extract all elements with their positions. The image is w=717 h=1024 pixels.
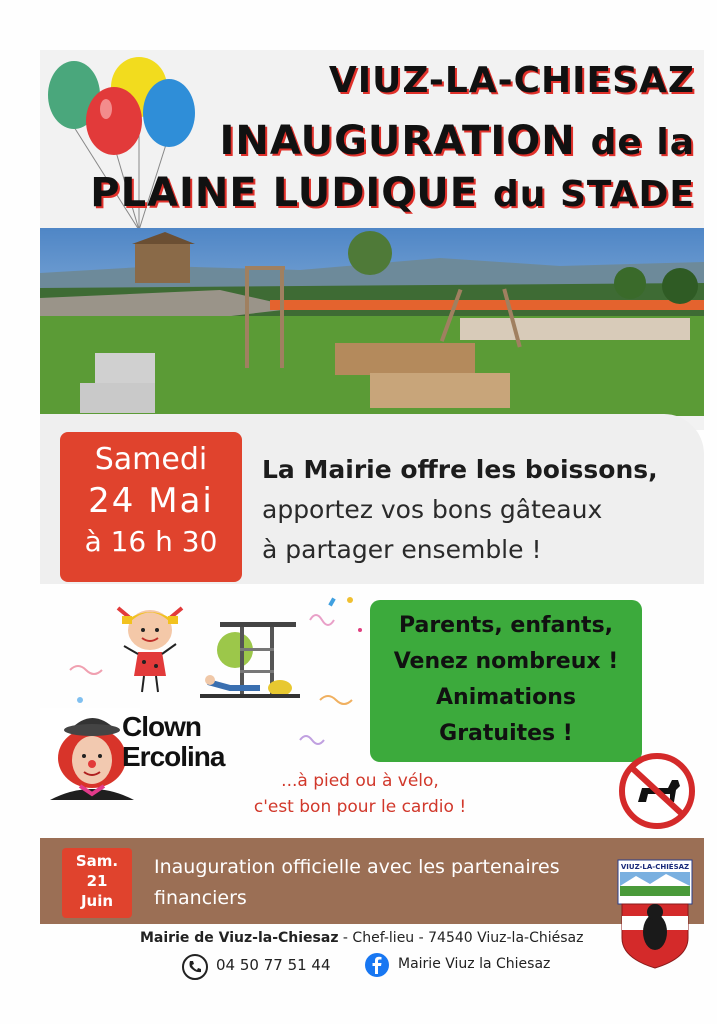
crest-label: VIUZ-LA-CHIÉSAZ [620, 863, 690, 871]
plaine-small: du STADE [493, 174, 695, 215]
cardio-text [210, 768, 510, 820]
town-crest-logo [616, 858, 694, 970]
cardio-line-1: ...à pied ou à vélo, [281, 771, 439, 791]
footer-mairie: Mairie de Viuz-la-Chiesaz [140, 930, 339, 946]
invite-line-1: Parents, enfants, [398, 613, 614, 638]
inauguration-title [220, 118, 695, 164]
cardio-line-2: c'est bon pour le cardio ! [253, 797, 467, 817]
phone-icon [181, 953, 209, 981]
offer-text [262, 450, 702, 570]
clown-line-2: Ercolina [122, 741, 225, 772]
plaine-title [90, 170, 695, 216]
invite-line-4: Gratuites ! [439, 721, 573, 746]
footer-address-rest: - Chef-lieu - 74540 Viuz-la-Chiésaz [338, 930, 584, 946]
inauguration-main: INAUGURATION [219, 118, 576, 164]
event-day: Samedi [94, 442, 208, 477]
official-day: Sam. [75, 852, 119, 870]
offer-line-3: à partager ensemble ! [262, 535, 542, 564]
offer-line-2: apportez vos bons gâteaux [262, 495, 603, 524]
invite-line-2: Venez nombreux ! [393, 649, 619, 674]
event-date: 24 Mai [88, 481, 214, 521]
official-date: 21 [86, 872, 108, 890]
facebook-icon [364, 952, 390, 978]
footer-address [140, 930, 620, 946]
event-date-box [60, 432, 242, 582]
invitation-box [370, 600, 642, 762]
fitness-equipment-icon [200, 610, 310, 705]
town-title: VIUZ-LA-CHIESAZ [328, 60, 695, 101]
playground-photo [40, 228, 704, 416]
clown-line-1: Clown [122, 711, 201, 742]
official-month: Juin [80, 892, 114, 910]
plaine-main: PLAINE LUDIQUE [90, 170, 479, 216]
inauguration-small: de la [590, 122, 695, 163]
girl-illustration-icon [100, 596, 200, 696]
offer-headline: La Mairie offre les boissons, [262, 455, 658, 484]
phone-number[interactable]: 04 50 77 51 44 [216, 956, 331, 974]
official-text: Inauguration officielle avec les partenaires financiers [154, 856, 560, 909]
clown-name [122, 712, 224, 772]
facebook-page[interactable]: Mairie Viuz la Chiesaz [398, 956, 551, 972]
official-date-box [62, 848, 132, 918]
no-dogs-icon [618, 752, 696, 830]
invite-line-3: Animations [436, 685, 576, 710]
event-time: à 16 h 30 [84, 525, 218, 558]
